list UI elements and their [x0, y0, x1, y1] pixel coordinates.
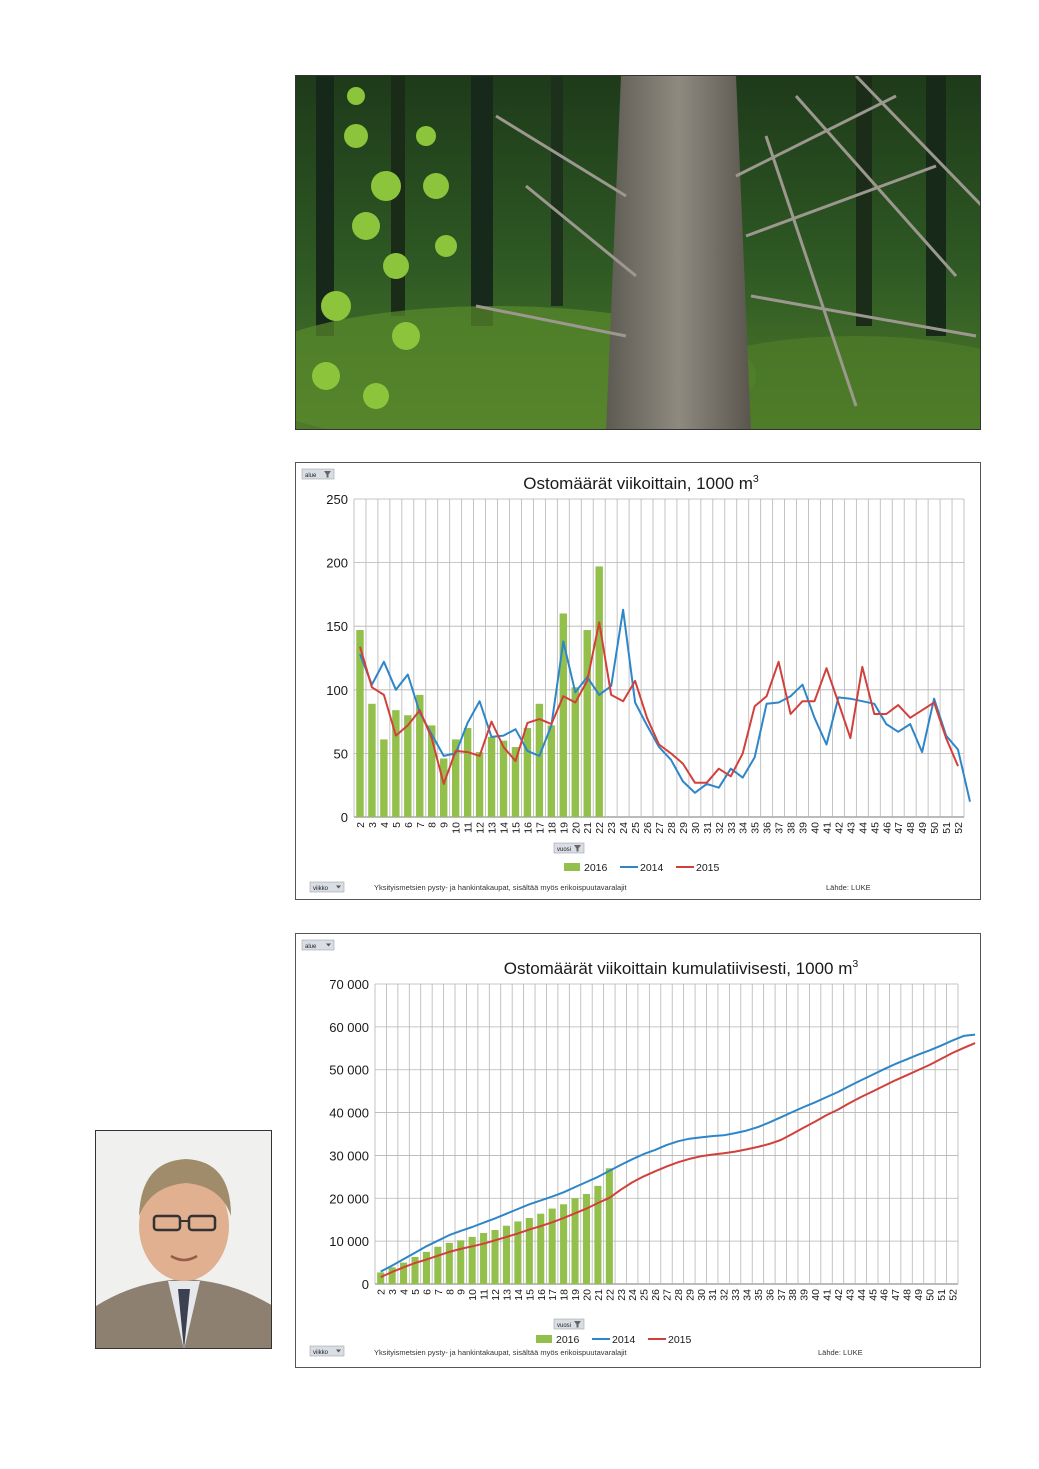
- field-button-vuosi[interactable]: [554, 1319, 584, 1329]
- bar-2016: [389, 1267, 396, 1284]
- x-tick-label: 33: [730, 1289, 743, 1301]
- x-tick-label: 25: [630, 822, 643, 834]
- x-tick-label: 13: [486, 822, 499, 834]
- bar-2016: [434, 1247, 441, 1284]
- x-tick-label: 25: [638, 1289, 651, 1301]
- x-tick-label: 12: [474, 822, 487, 834]
- x-tick-label: 28: [672, 1289, 685, 1301]
- source-label: Lähde: LUKE: [826, 883, 871, 892]
- x-tick-label: 18: [546, 822, 559, 834]
- x-tick-label: 47: [893, 822, 906, 834]
- x-tick-label: 9: [455, 1289, 468, 1295]
- bar-2016: [411, 1257, 418, 1284]
- x-tick-label: 30: [689, 822, 702, 834]
- x-tick-label: 7: [432, 1289, 445, 1295]
- y-tick-label: 0: [361, 1277, 369, 1292]
- bar-2016: [446, 1243, 453, 1284]
- bar-2016: [514, 1221, 521, 1284]
- bar-2016: [440, 758, 447, 817]
- x-tick-label: 42: [833, 822, 846, 834]
- x-tick-label: 12: [490, 1289, 503, 1301]
- x-tick-label: 38: [785, 822, 798, 834]
- x-tick-label: 26: [642, 822, 655, 834]
- y-tick-label: 50: [333, 746, 348, 762]
- bar-2016: [404, 715, 411, 817]
- x-tick-label: 6: [421, 1289, 434, 1295]
- x-tick-label: 17: [547, 1289, 560, 1301]
- legend-label-2016: 2016: [584, 862, 608, 874]
- legend-label-2016: 2016: [556, 1334, 580, 1346]
- x-tick-label: 27: [654, 822, 666, 834]
- field-button-viikko-label: viikko: [313, 1350, 329, 1356]
- x-tick-label: 38: [787, 1289, 800, 1301]
- x-tick-label: 51: [941, 822, 954, 834]
- x-tick-label: 32: [713, 822, 726, 834]
- field-button-alue[interactable]: [302, 940, 334, 950]
- bar-2016: [572, 1198, 579, 1284]
- bar-2016: [572, 687, 579, 817]
- y-tick-label: 20 000: [329, 1191, 369, 1207]
- bar-2016: [491, 1230, 498, 1284]
- x-tick-label: 3: [366, 822, 379, 828]
- bar-2016: [380, 739, 387, 817]
- x-tick-label: 30: [695, 1289, 708, 1301]
- legend-label-2014: 2014: [612, 1334, 636, 1346]
- bar-2016: [480, 1233, 487, 1284]
- bar-2016: [469, 1237, 476, 1284]
- x-tick-label: 31: [707, 1289, 720, 1301]
- bar-2016: [457, 1240, 464, 1284]
- x-tick-label: 46: [878, 1289, 891, 1301]
- x-tick-label: 6: [402, 822, 415, 828]
- field-button-alue-label: alue: [305, 473, 317, 479]
- line-2014: [381, 1035, 975, 1272]
- x-tick-label: 31: [701, 822, 714, 834]
- person-portrait-icon: [96, 1131, 272, 1349]
- bar-2016: [476, 752, 483, 817]
- x-tick-label: 14: [512, 1289, 525, 1301]
- x-tick-label: 52: [947, 1289, 960, 1301]
- x-tick-label: 21: [582, 822, 595, 834]
- x-tick-label: 15: [524, 1289, 537, 1301]
- y-tick-label: 200: [326, 555, 348, 571]
- author-portrait: [95, 1130, 272, 1349]
- field-button-vuosi-label: vuosi: [557, 1323, 572, 1329]
- x-tick-label: 8: [444, 1289, 457, 1295]
- x-tick-label: 49: [912, 1289, 925, 1301]
- y-tick-label: 150: [326, 619, 348, 635]
- x-tick-label: 10: [450, 822, 463, 834]
- x-tick-label: 5: [390, 822, 403, 828]
- x-tick-label: 29: [677, 822, 690, 834]
- x-tick-label: 44: [857, 822, 870, 834]
- x-tick-label: 24: [627, 1289, 640, 1301]
- x-tick-label: 43: [845, 822, 858, 834]
- field-button-vuosi-label: vuosi: [557, 847, 572, 853]
- x-tick-label: 39: [797, 822, 810, 834]
- y-tick-label: 0: [340, 810, 348, 825]
- x-tick-label: 20: [581, 1289, 594, 1301]
- y-tick-label: 40 000: [329, 1105, 369, 1121]
- x-tick-label: 50: [924, 1289, 937, 1301]
- legend-swatch-2016: [564, 863, 580, 871]
- x-tick-label: 46: [881, 822, 894, 834]
- x-tick-label: 4: [378, 822, 391, 828]
- x-tick-label: 5: [410, 1289, 423, 1295]
- legend-label-2015: 2015: [668, 1334, 692, 1346]
- x-tick-label: 32: [718, 1289, 731, 1301]
- y-tick-label: 30 000: [329, 1148, 369, 1164]
- y-tick-label: 50 000: [329, 1062, 369, 1078]
- x-tick-label: 40: [810, 1289, 823, 1301]
- x-tick-label: 10: [467, 1289, 480, 1301]
- bar-2016: [423, 1252, 430, 1284]
- bar-2016: [606, 1168, 613, 1284]
- cumulative-purchases-chart: [295, 933, 981, 1368]
- x-tick-label: 45: [869, 822, 882, 834]
- x-tick-label: 42: [832, 1289, 845, 1301]
- x-tick-label: 36: [761, 822, 774, 834]
- x-tick-label: 35: [749, 822, 762, 834]
- x-tick-label: 29: [684, 1289, 697, 1301]
- bar-2016: [549, 1209, 556, 1284]
- x-tick-label: 47: [890, 1289, 903, 1301]
- x-tick-label: 9: [438, 822, 451, 828]
- x-tick-label: 19: [570, 1289, 583, 1301]
- x-tick-label: 48: [901, 1289, 914, 1301]
- x-tick-label: 37: [775, 1289, 788, 1301]
- x-tick-label: 40: [809, 822, 822, 834]
- x-tick-label: 50: [929, 822, 942, 834]
- x-tick-label: 52: [953, 822, 966, 834]
- x-tick-label: 21: [592, 1289, 605, 1301]
- weekly-purchases-chart-svg: [296, 463, 981, 900]
- x-tick-label: 43: [844, 1289, 857, 1301]
- x-tick-label: 34: [737, 822, 750, 834]
- x-tick-label: 48: [905, 822, 918, 834]
- x-tick-label: 49: [917, 822, 930, 834]
- x-tick-label: 14: [498, 822, 511, 834]
- bar-2016: [464, 728, 471, 817]
- x-tick-label: 17: [534, 822, 547, 834]
- x-tick-label: 2: [375, 1289, 388, 1295]
- x-tick-label: 37: [773, 822, 786, 834]
- y-tick-label: 250: [326, 492, 348, 507]
- footnote: Yksityismetsien pysty- ja hankintakaupat, sisältää myös erikoispuutavaralajit: [374, 1348, 627, 1357]
- x-tick-label: 15: [510, 822, 523, 834]
- field-button-alue-label: alue: [305, 944, 317, 950]
- x-tick-label: 23: [615, 1289, 628, 1301]
- x-tick-label: 8: [426, 822, 439, 828]
- field-button-viikko-label: viikko: [313, 886, 329, 892]
- x-tick-label: 23: [606, 822, 619, 834]
- x-tick-label: 41: [821, 1289, 834, 1301]
- x-tick-label: 18: [558, 1289, 571, 1301]
- x-tick-label: 35: [752, 1289, 765, 1301]
- footnote: Yksityismetsien pysty- ja hankintakaupat, sisältää myös erikoispuutavaralajit: [374, 883, 627, 892]
- bar-2016: [548, 725, 555, 817]
- bar-2016: [368, 704, 375, 817]
- field-button-viikko[interactable]: [310, 1346, 344, 1356]
- x-tick-label: 4: [398, 1289, 411, 1295]
- field-button-viikko[interactable]: [310, 882, 344, 892]
- source-label: Lähde: LUKE: [818, 1348, 863, 1357]
- bar-2016: [584, 630, 591, 817]
- x-tick-label: 16: [522, 822, 535, 834]
- x-tick-label: 26: [650, 1289, 663, 1301]
- bar-2016: [594, 1186, 601, 1284]
- x-tick-label: 7: [414, 822, 427, 828]
- x-tick-label: 13: [501, 1289, 514, 1301]
- bar-2016: [488, 737, 495, 817]
- x-tick-label: 20: [570, 822, 583, 834]
- bar-2016: [503, 1226, 510, 1284]
- chart-title: Ostomäärät viikoittain, 1000 $m^3$: [523, 473, 759, 493]
- x-tick-label: 27: [661, 1289, 674, 1301]
- x-tick-label: 44: [855, 1289, 868, 1301]
- x-tick-label: 41: [821, 822, 834, 834]
- bar-2016: [377, 1272, 384, 1284]
- x-tick-label: 19: [558, 822, 571, 834]
- x-tick-label: 33: [725, 822, 738, 834]
- weekly-purchases-chart: [295, 462, 981, 900]
- chart-title-superscript: 3: [852, 958, 859, 971]
- x-tick-label: 51: [935, 1289, 948, 1301]
- x-tick-label: 11: [462, 822, 475, 833]
- y-tick-label: 100: [326, 682, 348, 698]
- x-tick-label: 22: [594, 822, 607, 834]
- cumulative-purchases-chart-svg: [296, 934, 981, 1368]
- forest-photo: [295, 75, 981, 430]
- chart-title: Ostomäärät viikoittain kumulatiivisesti, 1000 $m^3$: [503, 958, 859, 978]
- legend-label-2015: 2015: [696, 862, 720, 874]
- x-tick-label: 28: [665, 822, 678, 834]
- chart-title-superscript: 3: [752, 473, 759, 486]
- x-tick-label: 34: [741, 1289, 754, 1301]
- x-tick-label: 22: [604, 1289, 617, 1301]
- x-tick-label: 45: [867, 1289, 880, 1301]
- forest-photo-icon: [296, 76, 981, 430]
- x-tick-label: 3: [387, 1289, 400, 1295]
- legend-label-2014: 2014: [640, 862, 664, 874]
- legend-swatch-2016: [536, 1335, 552, 1343]
- x-tick-label: 39: [798, 1289, 811, 1301]
- y-tick-label: 60 000: [329, 1019, 369, 1035]
- field-button-alue[interactable]: [302, 469, 334, 479]
- x-tick-label: 2: [354, 822, 367, 828]
- bar-2016: [500, 741, 507, 817]
- x-tick-label: 36: [764, 1289, 777, 1301]
- y-tick-label: 10 000: [329, 1234, 369, 1250]
- bar-2016: [524, 728, 531, 817]
- x-tick-label: 24: [618, 822, 631, 834]
- x-tick-label: 11: [478, 1289, 491, 1300]
- field-button-vuosi[interactable]: [554, 843, 584, 853]
- x-tick-label: 16: [535, 1289, 548, 1301]
- y-tick-label: 70 000: [329, 977, 369, 992]
